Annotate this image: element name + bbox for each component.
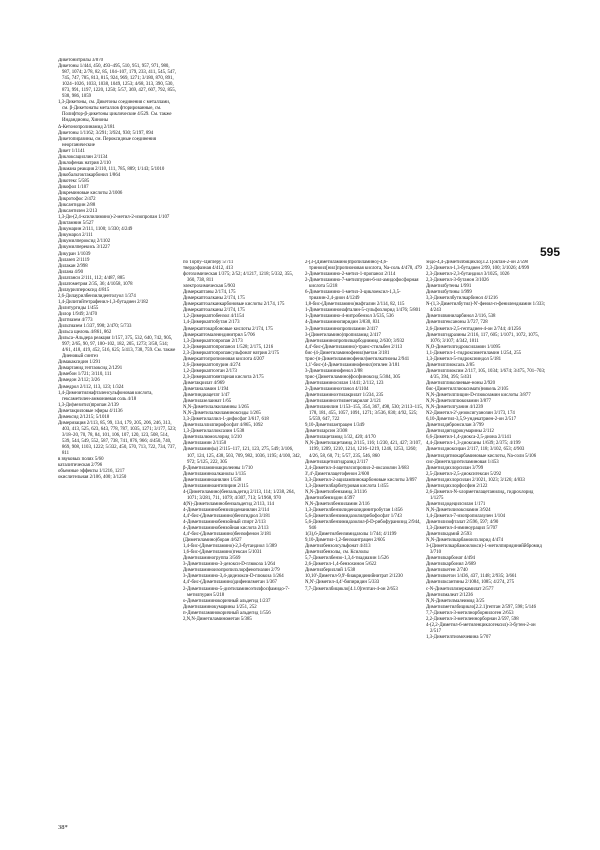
index-entry: 2,4-Диметил-4-ацетилсопропил-2-оксазолин 3/683 bbox=[305, 465, 409, 471]
index-entry: 3-(Диметилкарбамоилокси)-1-метилпиридиниййбромид 3/710 bbox=[426, 544, 542, 556]
index-entry: Диметилдихлорсилан 3/799 bbox=[426, 465, 484, 471]
index-entry: сис-Диметилдиэтиламиновая 1/453 bbox=[426, 459, 499, 465]
index-entry: Диметиламинопропилкарбодиимид 2/630; 3/932 bbox=[305, 338, 405, 344]
index-entry: 3-Диметиламино-3-дезокси-D-глюкоза 1/264 bbox=[183, 562, 276, 568]
index-entry: Диклофенак натрия 2/110 bbox=[58, 160, 111, 166]
index-entry: Диметилгидразины 2/116, 117, 605; 1/1071, 1072, 1075, 1076; 3/107; 4/342, 1011 bbox=[426, 332, 539, 344]
index-entry: 4,4'-бис-(Диметиламино)бензгидрол 3/181 bbox=[183, 513, 271, 519]
index-entry: 4,4-Диметил-1,3-диоксаны 1/639; 2/375; 4/199 bbox=[426, 441, 521, 447]
index-entry: объемные эффекты 1/1216, 1217 bbox=[58, 469, 125, 475]
index-entry: Диметиламиноалканолы 1/135 bbox=[183, 471, 246, 477]
index-entry: Дикумилперекись 3/1227 bbox=[58, 245, 110, 251]
index-entry: фотохимическая 1/375; 2/52; 4/1217, 1218; 5/332, 355, 360, 738, 811 bbox=[183, 272, 294, 284]
index-entry: Дикуран 1/1039 bbox=[58, 251, 91, 257]
index-entry: Дикумарин 2/111, 1100; 1/330; 4/249 bbox=[58, 227, 133, 233]
index-entry: Дильтиазем 1/337, 998; 2/470; 5/733 bbox=[58, 324, 132, 330]
index-entry: 4,4'-бис-(Диметиламино)бензофенон 3/181 bbox=[183, 532, 272, 538]
index-entry: 4-Диметиламинопиридин 3/830, 831 bbox=[305, 320, 380, 326]
index-entry: Димеркаптопропионовая кислота 4/207 bbox=[183, 356, 265, 362]
index-entry: 3,3-Диметилаллил-1-дифосфат 3/617, 618 bbox=[183, 417, 269, 423]
index-entry: 2,6-Димеркаптопурин 4/274 bbox=[183, 362, 241, 368]
index-entry: N,O-Диметилгидроксиламин 1/1095 bbox=[426, 344, 501, 350]
index-entry: Диметиламиноэтилакрилат 1/234, 235 bbox=[305, 393, 384, 399]
index-entry: Дикреминовые кислоты 2/1006 bbox=[58, 191, 123, 197]
index-entry: 2-Диметиламино-2-метил-1-пропанол 2/114 bbox=[305, 272, 396, 278]
index-entry: Диметилкарбонил 2/689 bbox=[426, 562, 476, 568]
index-entry: 1,3-Диметил-4-иминоурацил 5/707 bbox=[426, 526, 498, 532]
index-entry: с-N-Диметиллизеркамилат 2/577 bbox=[426, 586, 494, 592]
index-entry: Диметилбериллий 1/538 bbox=[305, 568, 356, 574]
index-entry: Дилазеп 2/1119 bbox=[58, 257, 90, 263]
index-entry: Диметилглиоксим 2/117, 105, 1034; 1/674; 3/475, 701–703; 4/35, 394, 395; 5/431 bbox=[426, 368, 546, 380]
index-entry: Диметилбензолсульфонат 4/413 bbox=[305, 544, 371, 550]
index-entry: Димартанид гептаоксид 2/1291 bbox=[58, 366, 123, 372]
index-entry: Диметилдитиокарбаминовые кислоты, Na-соли 5/106 bbox=[426, 453, 537, 459]
index-entry: 9,10-Диметилантрацен 1/349 bbox=[305, 423, 365, 429]
index-entry: 2,3-Димеркаптопропанол 1/528; 2/175, 1216 bbox=[183, 344, 274, 350]
index-entry: Диметилаллилпирофосфат 4/865, 1092 bbox=[183, 423, 263, 429]
index-entry: 1,1'-бис-(4-Диметиламинофенил)этилен 3/181 bbox=[305, 362, 400, 368]
index-entry: 5,6-Диметилбензимидазолил-β-D-рибофуранозид 2/944, 946 bbox=[305, 520, 421, 532]
index-entry: 3-(Диметиламино)пропиламид 2/417 bbox=[305, 332, 381, 338]
index-entry: 2,N,N-Диметиламинометан 5/385 bbox=[183, 616, 252, 622]
index-entry: 1-Диметиламино-4-нитробензол 3/535, 536 bbox=[305, 314, 394, 320]
index-entry: Диметилизофталат 2/596, 597; 4/90 bbox=[426, 520, 499, 526]
index-column-2 bbox=[183, 260, 301, 820]
index-entry: 2,3-Диметил-1,3-бутадиен 2/99, 100; 3/1026; 4/999 bbox=[426, 266, 530, 272]
index-entry: Диметилдихлорфосфин 2/122 bbox=[426, 483, 488, 489]
index-entry: Диметилалюмохлорид 1/210 bbox=[183, 435, 242, 441]
index-entry: Диметилбензидин 4/397 bbox=[305, 495, 355, 501]
index-entry: эндо-4,4-Диметилбицикло[3.2.1]октан-2-он 2/598 bbox=[426, 260, 528, 265]
index-entry: 1,4-Димезитилнафталенсульфоновая кислота, гексаметилен-аммониевая соль 4/18 bbox=[58, 390, 153, 402]
index-entry: N-(1,3-Диметилбутил)-N'-фенил-п-фенилендиамин 1/333; 4/243 bbox=[426, 302, 546, 314]
index-entry: 2-[3-(Диметиламино)пропиламино]-4,6-триноил[нил]пропионовая кислота, Na-соль 4/478, 479 bbox=[305, 260, 422, 272]
index-entry: 10,10'-Диметил-9,9'-биакридинийнитрат 2/1230 bbox=[305, 574, 403, 580]
index-entry: 2-Диметиламиноэтанол 4/1104 bbox=[305, 386, 369, 392]
index-entry: N,N-Диметилбензамид 3/1116 bbox=[305, 489, 367, 495]
index-entry: трис-(Диметиламино)фосфиноксид 5/304, 305 bbox=[305, 374, 401, 380]
index-entry: 7,7-Диметилбицикло[4.1.0]гептан-4-он 2/653 bbox=[305, 586, 398, 592]
index-entry: 1,4-Димеркаптобутан 2/173 bbox=[183, 320, 240, 326]
index-entry: 1,3-Ди(мезитил)пропан 2/139 bbox=[58, 402, 119, 408]
index-entry: Диметиламиноизопропилхлорфенотиазин 2/79 bbox=[183, 568, 280, 574]
index-entry: Диметилгексаноны 3/727, 728 bbox=[426, 320, 488, 326]
index-entry: Диметилдихлорсилан 2/1021, 1023; 3/126; 4/833 bbox=[426, 477, 525, 483]
index-entry: 2,3-Димеркаптоянтарная кислота 2/175 bbox=[183, 374, 264, 380]
index-entry: Дилана 4/90 bbox=[58, 269, 84, 275]
index-entry: N,N-Диметилалкиламиноксиды 1/265 bbox=[183, 411, 261, 417]
index-entry: Диметиламин(ы) 2/115–117, 121, 123, 275, 549; 3/106, 107, 124, 125, 438, 503, 709, 982, 1036, 1195; 4/100, 342, 972; 5/125, 222, 305 bbox=[183, 447, 301, 465]
index-entry: Диметилметилбицикло[2.2.1]гептан 2/597, 598; 5/146 bbox=[426, 604, 537, 610]
index-entry: Диметилбутины 1/999 bbox=[426, 290, 472, 296]
index-entry: Диметаналамин 1/194 bbox=[183, 386, 229, 392]
index-entry: Дилтиазем 4/773 bbox=[58, 318, 93, 324]
index-entry: 3-Диметиламинофенол 2/88 bbox=[305, 368, 363, 374]
index-entry: Дикотекс 5/585 bbox=[58, 178, 90, 184]
index-entry: Дикмана реакция 2/110, 111, 785, 889; 1/143; 5/1010 bbox=[58, 166, 165, 172]
index-entry: Диметилдиоксиран 2/117, 118; 3/102, 653; 4/903 bbox=[426, 447, 525, 453]
index-entry: 3-Диметиламинопропиламин 2/417 bbox=[305, 326, 378, 332]
index-entry: Диметилкадмий 2/593 bbox=[426, 532, 472, 538]
index-entry: N,N-Диметилалкиламины 1/265 bbox=[183, 405, 249, 411]
index-entry: 3,3-Диметилбутилкарбинол 4/1216 bbox=[426, 296, 498, 302]
index-entry: Дильса щелочь 4/861, 862 bbox=[58, 330, 112, 336]
index-entry: 1,3-Ди-(2,4-ксилилимино)-2-метил-2-изопропан 1/107 bbox=[58, 215, 170, 221]
index-entry: Диметилдибромсилан 3/799 bbox=[426, 423, 484, 429]
index-entry: Дилатометрия 2/35, 36; 4/1058, 1078 bbox=[58, 281, 133, 287]
index-entry: Диксантилен 2/213 bbox=[58, 209, 98, 215]
index-entry: 5,6-Диметилбензимидазолилрибофосфат 1/743 bbox=[305, 513, 402, 519]
index-entry: Дилитургиды 1/455 bbox=[58, 305, 99, 311]
index-entry: бис-(4-Диметиламинофенил)метан 3/181 bbox=[305, 350, 390, 356]
index-entry: 2,3-Димеркаптопропансульфонат натрия 2/175 bbox=[183, 350, 280, 356]
index-entry: электрохимическая 5/903 bbox=[183, 284, 236, 290]
index-entry: 1,3-Дикетоны, см. Дикетоны соединения с металлами, см. β-Дикетонаты металлов фторированные, см. Полифтор-β-дикетоны циклические 4/529. См. также Индандионы, Хиноны bbox=[58, 100, 172, 124]
index-entry: 4-(Диметиламино)бензальдегид 2/113, 114; 1/238, 264, 1071; 3/281, 711, 1079; 4/307, 713; 5/1968, 970 bbox=[183, 489, 295, 501]
index-entry: Диметилмалеат 2/1236 bbox=[426, 592, 473, 598]
index-entry: 6-Диметиламино-1-метил-3-циклоексил-1,3,5-триазин-2,4-дион 4/1249 bbox=[305, 290, 401, 302]
index-entry: Диметилацетамид 1/32, 420; 4/170 bbox=[305, 435, 376, 441]
index-entry: Диметиндиацетат 1/47 bbox=[183, 393, 230, 399]
index-entry: 2,6-Диметил-N-хлорметилацетанилид, гидрохлорид 1/1275 bbox=[426, 489, 534, 501]
index-entry: 4-Диметиламинобензойный спирт 2/113 bbox=[183, 520, 266, 526]
index-entry: Дикофол 1/107 bbox=[58, 184, 89, 190]
index-entry: Димебон 1/721; 3/110, 111 bbox=[58, 372, 112, 378]
index-entry: Димеркаптоалканы 2/174, 175 bbox=[183, 308, 245, 314]
index-entry: Диметиламинокумарины 1/251, 252 bbox=[183, 604, 257, 610]
index-entry: Димеркаптаны 2/174, 175 bbox=[183, 290, 236, 296]
index-entry: твердофазная 4/412, 413 bbox=[183, 266, 233, 272]
index-entry: Диметилбензолы, см. Ксилолы bbox=[305, 550, 369, 556]
index-entry: 2,6-Дилаурилбензилидентолуол 1/374 bbox=[58, 293, 136, 299]
index-entry: Диметакриловые эфиры 4/1136 bbox=[58, 408, 123, 414]
index-entry: Дикумилпероксид 2/1102 bbox=[58, 239, 111, 245]
index-entry: Диметилглиоксаль 2/85 bbox=[426, 362, 475, 368]
index-entry: Диметиламиноэтилметакрилат 2/121 bbox=[305, 399, 382, 405]
index-entry: N,N-Диметилмалеимид 3/25 bbox=[426, 598, 485, 604]
index-entry: 1,3-Диметилбензилиденазидинитробутан 1/456 bbox=[305, 507, 403, 513]
index-entry: Дильса–Альдера реакция 1/157, 375, 532, 640, 742, 905, 997; 2/65, 90, 97, 100–102, 182, 205, 1273; 3/58, 514; 4/61, 418, 419, 452, 516, 625; 5/413, 738, 759. См. также Диеновый синтез bbox=[58, 336, 176, 360]
index-entry: 6,10-Диметил-3,5,9-ундекатриен-2-он 2/517 bbox=[426, 417, 517, 423]
index-entry: Диметилвиниларбинол 2/116, 538 bbox=[426, 314, 496, 320]
index-entry: Диметиларсин 3/308 bbox=[305, 429, 348, 435]
index-entry: 1,2-Димеркаптоэтан 2/173 bbox=[183, 368, 237, 374]
index-entry: Дилатанси 2/111, 112; 4/487, 885 bbox=[58, 275, 125, 281]
index-entry: Диметилкетен 2/740 bbox=[426, 568, 468, 574]
index-entry: Димеркаптоалканкарбоновые кислоты 2/174, 175 bbox=[183, 302, 285, 308]
index-entry: 1,6-бис-(Диметиламино)гексан 5/1031 bbox=[183, 550, 262, 556]
index-entry: 1,2-Димеркаптобензол 4/1154 bbox=[183, 314, 244, 320]
index-entry: Дилор 1/949; 2/470 bbox=[58, 311, 97, 317]
index-entry: Дикетоны 1/1162; 3/291; 3/924, 930; 5/197, 894 bbox=[58, 130, 154, 136]
index-entry: Дикумарол 2/111 bbox=[58, 233, 93, 239]
index-entry: Диметилдигидрокумарины 2/112 bbox=[426, 429, 494, 435]
index-entry: Диметилксантины 2/1084, 1085; 4/274, 275 bbox=[426, 580, 515, 586]
index-entry: Димедрол 2/112, 113, 123; 1/324 bbox=[58, 384, 124, 390]
index-entry: 2,3-Диметил-3-бутанон 3/1026 bbox=[426, 278, 489, 284]
index-entry: N2-Диметил-2'-дезоксигуанозин 3/173, 174 bbox=[426, 411, 515, 417]
index-entry: 3-Диметиламино-3,4-дидезокси-D-глюкоза 1/264 bbox=[183, 574, 284, 580]
index-entry: (Диметиламино)боран 4/627 bbox=[183, 538, 242, 544]
index-entry: 6,6-Диметил-1,4-диокса-2,5-диона 2/1141 bbox=[426, 435, 512, 441]
index-entry: 1,4-бис-(Диметиламино)-2,3-бутандиол 1/389 bbox=[183, 544, 277, 550]
index-entry: Дикетоны 1/444, 450, 493–495, 510, 951, 957, 971, 980, 987, 1074; 2/78, 82, 85, 104–107, 179, 233, 411, 545, 547, 745, 747, 785, 813, 815, 924, 969, 1271; 3/180, 870, 891, 1024–1026, 1033, 1038, 1049, 1253; 4/68, 313, 390, 530, 873, 991, 1197, 1220, 1250; 5/57, 369, 427, 607, 792, 855, 938, 986, 1059 bbox=[58, 64, 176, 100]
index-entry: N,N-Диметилизоксиамин 3/924 bbox=[426, 507, 491, 513]
index-entry: Диметилгликолиевые-ноны 2/920 bbox=[426, 380, 496, 386]
index-entry: Диметиламин 2/1150 bbox=[183, 441, 227, 447]
index-entry: N,N-Диметилглюкозамин 3/877 bbox=[426, 399, 491, 405]
index-entry: 3,3-Диметил-2-ацилампинокарбоновые кислоты 3/897 bbox=[305, 477, 417, 483]
index-entry: 2-Диметиламино-5-диэтиламиноэтилфосфамидо-7-метилпурин 5/218 bbox=[183, 586, 290, 598]
index-entry: 4-Диметиламинобензойная кислота 2/113 bbox=[183, 526, 269, 532]
index-entry: Диктамнин 5/527 bbox=[58, 221, 94, 227]
index-entry: 1,3-Диметилбарбитуровая кислота 1/455 bbox=[305, 483, 389, 489]
index-entry: 1,3-Диметилтиомочевина 5/707 bbox=[426, 634, 491, 640]
index-entry: 1,3-Диметил-5-гидроксииндол 5/181 bbox=[426, 356, 502, 362]
index-entry: Дикетонитрилы 3/870 bbox=[58, 58, 104, 63]
index-entry: по Торпу–Циглеру 5/711 bbox=[183, 260, 234, 265]
index-entry: 9,10-Диметил-1,2-бензоантрацен 2/605 bbox=[305, 538, 386, 544]
index-entry: 7,7-Диметил-3-метилнорборнилоген 2/653 bbox=[426, 610, 514, 616]
index-entry: 1,3-Димеркаптопропан 2/173 bbox=[183, 338, 243, 344]
index-entry: 3',4'-Диметилацетофенон 2/600 bbox=[305, 471, 370, 477]
index-entry: Диметиламиносилан 1/441; 2/112, 123 bbox=[305, 380, 384, 386]
index-entry: 5,7-Диметилбензо-1,3,4-тиадиазин 1/526 bbox=[305, 556, 389, 562]
index-entry: Дикротофос 2/472 bbox=[58, 197, 96, 203]
index-entry: 1,4-Диметил-7-изопропилазулен 1/104 bbox=[426, 513, 506, 519]
index-entry: окислительная 2/106, 400; 3/1250 bbox=[58, 475, 127, 481]
index-entry: Димеркаптомалеиндинитрил 5/706 bbox=[183, 332, 255, 338]
index-entry: Диметиламиноантипирин 2/115 bbox=[183, 483, 249, 489]
index-entry: Дикетопиразины, см. Пероксидные соединения неорганические bbox=[58, 136, 156, 148]
index-entry: β-Диметиламиноакролеины 1/710 bbox=[183, 465, 253, 471]
index-entry: 1-Диметиламинонафталин-5-сульфохлорид 1/476; 5/801 bbox=[305, 308, 421, 314]
index-entry: Диметилкетон 1/436, 437, 1148; 2/935; 3/661 bbox=[426, 574, 517, 580]
index-entry: 1,1-Диметил-1-гидроксиметиламин 1/254, 255 bbox=[426, 350, 522, 356]
index-entry: Диметиламиноанилин 1/538 bbox=[183, 477, 242, 483]
index-entry: N,N-Диметилкарбамоилхлорид 4/474 bbox=[426, 538, 504, 544]
index-entry: Диметилдодецилсилан 1/171 bbox=[426, 501, 486, 507]
index-entry: Димедон 2/112; 3/26 bbox=[58, 378, 100, 384]
index-entry: N,N-Диметилбензиламин 2/116 bbox=[305, 501, 370, 507]
index-entry: Диметилбутены 1/991 bbox=[426, 284, 472, 290]
index-entry: Дилакан 2/998 bbox=[58, 263, 88, 269]
index-entry: Дилаурилпероксид 4/815 bbox=[58, 287, 110, 293]
index-column-3 bbox=[305, 260, 423, 820]
index-column-1 bbox=[58, 58, 177, 822]
index-entry: в звуковых полях 5/60 bbox=[58, 457, 104, 463]
index-entry: бис-(Диметилглиоксимато)никель 2/105 bbox=[426, 386, 509, 392]
signature-mark: 38* bbox=[58, 824, 68, 831]
index-entry: Диметакрилат 4/969 bbox=[183, 380, 225, 386]
index-entry: 1(3),6-Диметилбензимидазолы 1/744; 4/1199 bbox=[305, 532, 397, 538]
index-entry: 2,6-Диметил-1,4-бензохинон 5/622 bbox=[305, 562, 377, 568]
index-entry: Диметилацетилгидразид 2/117 bbox=[305, 459, 368, 465]
index-entry: Димеризация 2/113, 85, 99, 134, 179, 205, 206, 246, 313, 403, 413, 525, 623, 643, 778, 787, 1035, 1271; 3/177, 523; 3/18–20, 70, 78, 84, 101, 106, 107, 120, 123, 508, 514, 539, 544, 549, 552, 587, 738, 741, 876, 966; 4/450, 740, 869, 908, 1103, 1222; 5/332, 450, 570, 713, 722, 734, 737, 811 bbox=[58, 420, 177, 457]
index-entry: N,N'-Диметил-4,4'-бипиридин 5/333 bbox=[305, 580, 380, 586]
index-entry: Димеркаптоалканы 2/174, 175 bbox=[183, 296, 245, 302]
index-entry: 2,6-Диметил-2,5-гептадиен-4-он 2/744; 4/1256 bbox=[426, 326, 521, 332]
index-entry: Диметилазелаинат 1/65 bbox=[183, 399, 232, 405]
index-entry: 2,5-Диметил-2,5-диоксигексан 5/292 bbox=[426, 471, 502, 477]
index-entry: N,N-Диметилглицин-D-глюкозамин кислоты 3/877 bbox=[426, 393, 531, 399]
index-entry: Дикет 1/1141 bbox=[58, 148, 85, 154]
index-entry: Диметиланилин 1/153–155, 354, 367, 498, 530; 2/113–115, 178, 181, 455, 1057, 1091, 1271; 3/536, 830; 4/92, 525; 5/559, 647, 722 bbox=[305, 405, 423, 423]
index-entry: п-Диметиламинокоричный альдегид 1/556 bbox=[183, 610, 271, 616]
index-entry: Диклоксациллин 2/1134 bbox=[58, 154, 108, 160]
index-entry: трис-(п-Диметиламинофенил)метилкатионы 2/941 bbox=[305, 356, 410, 362]
index-entry: о-Диметиламинокоричный альдегид 1/237 bbox=[183, 598, 271, 604]
index-entry: 4,4'-бис-(Диметиламино)дифенилметан 1/367 bbox=[183, 580, 277, 586]
index-entry: Димексид 2/1215; 5/1018 bbox=[58, 414, 110, 420]
index-entry: 2,3-Диметил-2,3-бутандиол 3/1025, 1026 bbox=[426, 272, 510, 278]
index-entry: N,N-Диметилгуанин 4/1239 bbox=[426, 405, 483, 411]
index-entry: 1,8-бис-(Диметиламино)нафталин 2/114, 82, 115 bbox=[305, 302, 405, 308]
index-entry: 4(N)-Диметиламинобензальдегид 2/113, 114 bbox=[183, 501, 274, 507]
index-entry: Диметиламиногруппа 3/569 bbox=[183, 556, 241, 562]
index-entry: Диксантидин 2/88 bbox=[58, 203, 96, 209]
index-entry: 1,4-Дилитийтетрафенил-1,3-бутадиен 2/182 bbox=[58, 299, 149, 305]
index-entry: 1,3-Диметилаллоксазин 1/538 bbox=[183, 429, 245, 435]
index-entry: Димакаксидин 1/291 bbox=[58, 360, 101, 366]
index-entry: Δ-Кетонопролинамид 2/181 bbox=[58, 124, 115, 130]
page-number: 595 bbox=[539, 245, 560, 259]
index-entry: Диметилкарбонат 4/494 bbox=[426, 556, 475, 562]
index-entry: Дикобальтоктакарбонил 1/864 bbox=[58, 172, 121, 178]
index-entry: 4-(2,2-Диметил-6-метиленциклогексил)-3-бутен-2-он 2/517 bbox=[426, 622, 536, 634]
index-entry: каталитическая 2/796 bbox=[58, 463, 103, 469]
index-entry: N,N-Диметилацетамид 2/115, 116; 1/230, 421, 427; 3/107, 1199, 1209, 1210, 1214, 1216–1219, 1246, 1253, 1260; 4/26, 58, 60, 71; 5/57, 235, 546, 860 bbox=[305, 441, 422, 459]
index-entry: 2,2-Диметил-3-метиленнорборнан 2/597, 598 bbox=[426, 616, 519, 622]
index-entry: Димеркаптокарбоновые кислоты 2/174, 175 bbox=[183, 326, 273, 332]
index-entry: 4-Диметиламинобензилиденанилин 2/114 bbox=[183, 507, 269, 513]
index-column-4 bbox=[426, 260, 546, 820]
index-entry: 2-Диметиламино-7-метилпурин-6-ил-амидофосфорная кислота 5/218 bbox=[305, 278, 419, 290]
index-entry: 4,4'-бис-(Диметиламино)-транс-стильбен 2/113 bbox=[305, 344, 403, 350]
